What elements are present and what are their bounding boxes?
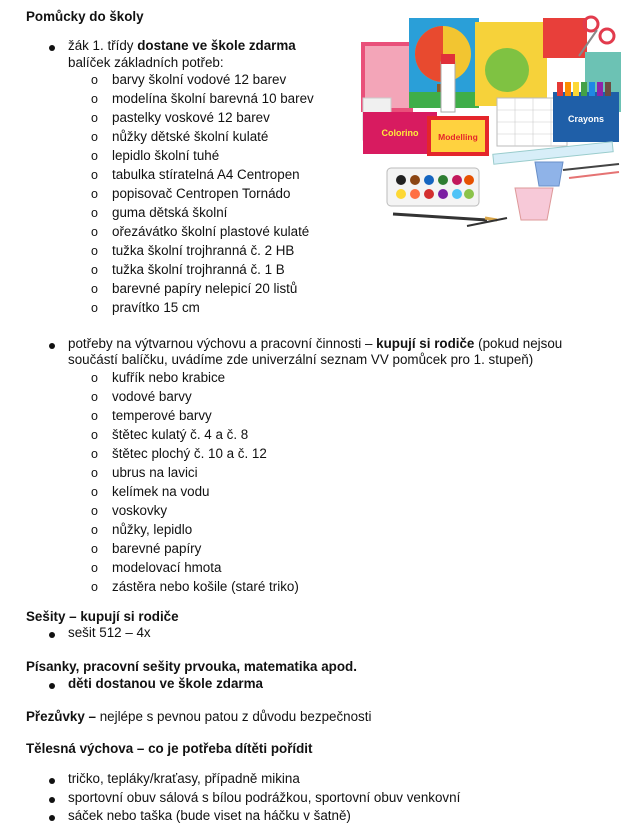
section2-lead-prefix: potřeby na výtvarnou výchovu a pracovní činnosti – xyxy=(68,336,377,351)
list-item: barvy školní vodové 12 barev xyxy=(112,72,287,87)
bullet-dot xyxy=(49,632,55,638)
slippers-text: nejlépe s pevnou patou z důvodu bezpečnosti xyxy=(99,709,372,724)
sub-bullet-icon: o xyxy=(91,168,98,182)
section2-lead-line2: součástí balíčku, uvádíme zde univerzální seznam VV pomůcek pro 1. stupeň) xyxy=(68,352,534,367)
list-item: pastelky voskové 12 barev xyxy=(112,110,270,125)
list-item: tričko, tepláky/kraťasy, případně mikina xyxy=(68,771,300,786)
sub-bullet-icon: o xyxy=(91,206,98,220)
bullet-dot xyxy=(49,343,55,349)
pencil-icon xyxy=(563,164,619,170)
notebook-shape xyxy=(485,48,529,92)
sub-bullet-icon: o xyxy=(91,523,98,537)
section1-lead-line2: balíček základních potřeb: xyxy=(68,55,224,70)
notebook-shape xyxy=(543,18,587,58)
section1-lead xyxy=(68,38,296,54)
list-item: kufřík nebo krabice xyxy=(112,370,226,385)
paint-box xyxy=(387,168,479,206)
list-item: štětec plochý č. 10 a č. 12 xyxy=(112,446,267,461)
list-item: tužka školní trojhranná č. 1 B xyxy=(112,262,285,277)
sub-bullet-icon: o xyxy=(91,263,98,277)
sub-bullet-icon: o xyxy=(91,130,98,144)
list-item: kelímek na vodu xyxy=(112,484,210,499)
list-item: barevné papíry xyxy=(112,541,202,556)
glue-stick-icon xyxy=(441,54,455,64)
slippers-line xyxy=(26,709,371,725)
notebooks-item: sešit 512 – 4x xyxy=(68,625,151,640)
sub-bullet-icon: o xyxy=(91,561,98,575)
brush-icon xyxy=(393,214,487,220)
sub-bullet-icon: o xyxy=(91,371,98,385)
list-item: modelovací hmota xyxy=(112,560,222,575)
list-item: sportovní obuv sálová s bílou podrážkou, sportovní obuv venkovní xyxy=(68,789,461,805)
bullet-dot xyxy=(49,797,55,803)
bullet-dot xyxy=(49,778,55,784)
list-item: temperové barvy xyxy=(112,408,212,423)
workbooks-heading: Písanky, pracovní sešity prvouka, matematika apod. xyxy=(26,659,357,674)
list-item: modelína školní barevná 10 barev xyxy=(112,91,314,106)
sub-bullet-icon: o xyxy=(91,390,98,404)
list-item: voskovky xyxy=(112,503,168,518)
list-item: popisovač Centropen Tornádo xyxy=(112,186,291,201)
sub-bullet-icon: o xyxy=(91,149,98,163)
list-item: nůžky, lepidlo xyxy=(112,522,193,537)
list-item: tabulka stíratelná A4 Centropen xyxy=(112,167,300,182)
water-cup-icon xyxy=(515,188,553,220)
water-cup-icon xyxy=(535,162,563,186)
list-item: sáček nebo taška (bude viset na háčku v šatně) xyxy=(68,808,351,823)
heading-tools: Pomůcky do školy xyxy=(26,9,144,24)
crayons-label: Crayons xyxy=(567,114,605,124)
colorino-label: Colorino xyxy=(381,128,419,138)
list-item: lepidlo školní tuhé xyxy=(112,148,220,163)
section2-lead-bold: kupují si rodiče xyxy=(376,336,475,351)
section1-lead-prefix: žák 1. třídy xyxy=(68,38,138,53)
modelling-label: Modelling xyxy=(438,132,478,142)
sub-bullet-icon: o xyxy=(91,409,98,423)
crayons-tips xyxy=(557,82,611,96)
sub-bullet-icon: o xyxy=(91,466,98,480)
list-item: ořezávátko školní plastové kulaté xyxy=(112,224,310,239)
pencil-icon xyxy=(569,172,619,178)
sub-bullet-icon: o xyxy=(91,301,98,315)
sub-bullet-icon: o xyxy=(91,73,98,87)
section1-lead-bold: dostane ve škole zdarma xyxy=(137,38,296,53)
bullet-dot xyxy=(49,815,55,821)
list-item: guma dětská školní xyxy=(112,205,228,220)
list-item: tužka školní trojhranná č. 2 HB xyxy=(112,243,295,258)
glue-stick-icon xyxy=(441,62,455,112)
bullet-dot xyxy=(49,45,55,51)
list-item: barevné papíry nelepicí 20 listů xyxy=(112,281,298,296)
scissors-icon xyxy=(600,29,614,43)
sub-bullet-icon: o xyxy=(91,187,98,201)
list-item: ubrus na lavici xyxy=(112,465,198,480)
sub-bullet-icon: o xyxy=(91,428,98,442)
list-item: nůžky dětské školní kulaté xyxy=(112,129,269,144)
sub-bullet-icon: o xyxy=(91,111,98,125)
list-item: štětec kulatý č. 4 a č. 8 xyxy=(112,427,249,442)
list-item: zástěra nebo košile (staré triko) xyxy=(112,579,299,594)
list-item: pravítko 15 cm xyxy=(112,300,200,315)
sub-bullet-icon: o xyxy=(91,447,98,461)
sub-bullet-icon: o xyxy=(91,504,98,518)
notebooks-heading: Sešity – kupují si rodiče xyxy=(26,609,179,624)
bullet-dot xyxy=(49,683,55,689)
slippers-label: Přezůvky – xyxy=(26,709,100,724)
sub-bullet-icon: o xyxy=(91,225,98,239)
section2-lead-suffix: (pokud nejsou xyxy=(474,336,563,351)
list-item: vodové barvy xyxy=(112,389,192,404)
sub-bullet-icon: o xyxy=(91,282,98,296)
section2-lead xyxy=(68,336,562,352)
sub-bullet-icon: o xyxy=(91,580,98,594)
sub-bullet-icon: o xyxy=(91,542,98,556)
school-supplies-illustration xyxy=(357,12,625,234)
sub-bullet-icon: o xyxy=(91,244,98,258)
pe-heading: Tělesná výchova – co je potřeba dítěti pořídit xyxy=(26,741,313,756)
sub-bullet-icon: o xyxy=(91,485,98,499)
sub-bullet-icon: o xyxy=(91,92,98,106)
workbooks-item: děti dostanou ve škole zdarma xyxy=(68,676,263,691)
